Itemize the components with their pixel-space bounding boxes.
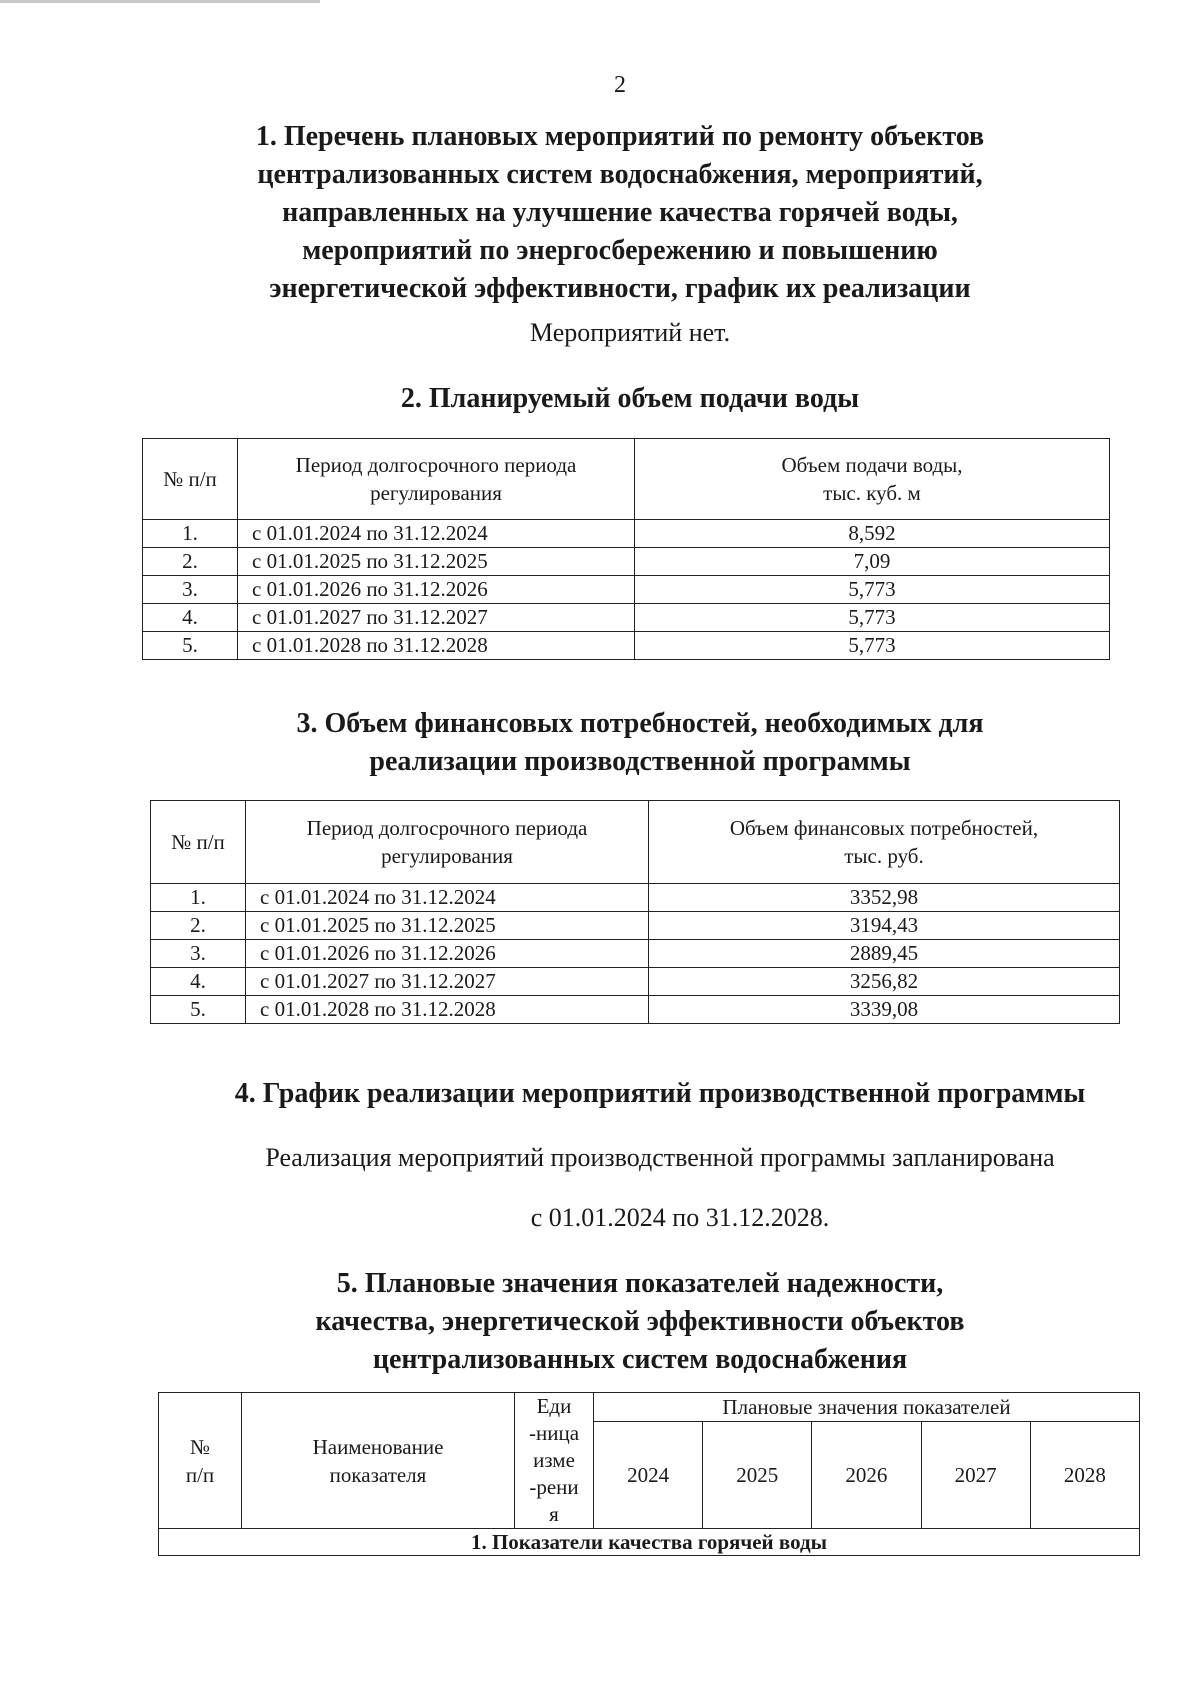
header-period [238,439,635,520]
header-num [159,1393,242,1529]
section1-title-line: энергетической эффективности, график их реализации [269,273,971,304]
table-row [143,632,1110,660]
header-unit-line: Еди [536,1394,572,1418]
table-row [143,548,1110,576]
row-period: с 01.01.2027 по 31.12.2027 [238,604,635,632]
section1-note: Мероприятий нет. [529,318,731,347]
row-period: с 01.01.2027 по 31.12.2027 [246,968,649,996]
section3-title [200,705,1080,781]
row-value: 2889,45 [649,940,1120,968]
header-unit-line: изме [533,1448,575,1472]
section3-title-line: реализации производственной программы [369,746,911,777]
row-period: с 01.01.2025 по 31.12.2025 [246,912,649,940]
page-number: 2 [614,72,626,98]
header-value [649,801,1120,884]
header-period-line: регулирования [381,844,513,868]
row-period: с 01.01.2025 по 31.12.2025 [238,548,635,576]
table-header-row [159,1393,1140,1422]
table-row [151,912,1120,940]
table-header-row [143,439,1110,520]
section4-dates: с 01.01.2024 по 31.12.2028. [530,1203,830,1232]
row-value: 5,773 [635,576,1110,604]
row-num: 5. [143,632,238,660]
header-value-line: Объем финансовых потребностей, [729,816,1039,840]
row-num: 2. [143,548,238,576]
header-num: № п/п [143,439,238,520]
table-row [151,968,1120,996]
header-num-line: № [189,1434,211,1459]
section5-title-line: централизованных систем водоснабжения [372,1344,908,1375]
row-value: 5,773 [635,632,1110,660]
header-year: 2026 [812,1422,921,1529]
table-row [151,884,1120,912]
indicators-table [158,1392,1140,1556]
header-year: 2028 [1030,1422,1139,1529]
header-plan-values: Плановые значения показателей [594,1393,1140,1422]
header-period-line: регулирования [370,481,502,505]
section3-title-line: 3. Объем финансовых потребностей, необходимых для [296,708,984,739]
table-row [143,604,1110,632]
group-row-label: 1. Показатели качества горячей воды [159,1529,1140,1556]
header-year: 2025 [703,1422,812,1529]
header-value [635,439,1110,520]
section1-title [160,118,1080,308]
row-num: 4. [151,968,246,996]
header-period-line: Период долгосрочного периода [306,816,588,840]
header-period-line: Период долгосрочного периода [295,453,577,477]
row-num: 1. [151,884,246,912]
header-year: 2027 [921,1422,1030,1529]
section5-title-line: качества, энергетической эффективности объектов [315,1306,965,1337]
header-num: № п/п [151,801,246,884]
header-period [246,801,649,884]
section4-text: Реализация мероприятий производственной программы запланирована [265,1143,1055,1172]
row-period: с 01.01.2028 по 31.12.2028 [238,632,635,660]
table-row [151,996,1120,1024]
section1-title-line: централизованных систем водоснабжения, мероприятий, [257,159,983,190]
row-num: 5. [151,996,246,1024]
row-period: с 01.01.2028 по 31.12.2028 [246,996,649,1024]
header-indicator-name [242,1393,515,1529]
header-unit-line: -рени [529,1475,579,1499]
header-name-line: показателя [329,1462,427,1487]
water-supply-table [142,438,1110,660]
header-unit-line: -ница [528,1421,580,1445]
row-value: 3352,98 [649,884,1120,912]
row-period: с 01.01.2026 по 31.12.2026 [246,940,649,968]
section2-title: 2. Планируемый объем подачи воды [400,383,860,414]
row-period: с 01.01.2026 по 31.12.2026 [238,576,635,604]
section5-title [200,1265,1080,1379]
section5-title-line: 5. Плановые значения показателей надежности, [336,1268,944,1299]
section1-title-line: мероприятий по энергосбережению и повышению [302,235,938,266]
row-period: с 01.01.2024 по 31.12.2024 [238,520,635,548]
scan-edge-top [0,0,320,3]
row-num: 3. [151,940,246,968]
header-unit [515,1393,594,1529]
row-num: 3. [143,576,238,604]
financial-needs-table [150,800,1120,1024]
table-header-row [151,801,1120,884]
row-value: 3194,43 [649,912,1120,940]
table-row [143,576,1110,604]
row-num: 1. [143,520,238,548]
section4-title: 4. График реализации мероприятий производственной программы [234,1078,1086,1109]
table-row [143,520,1110,548]
header-unit-line: я [549,1502,559,1526]
row-value: 7,09 [635,548,1110,576]
header-year: 2024 [594,1422,703,1529]
row-value: 3256,82 [649,968,1120,996]
row-num: 4. [143,604,238,632]
header-value-line: тыс. руб. [844,844,924,868]
table-row [151,940,1120,968]
section1-title-line: направленных на улучшение качества горячей воды, [282,197,958,228]
header-name-line: Наименование [312,1434,444,1459]
group-row [159,1529,1140,1556]
row-value: 3339,08 [649,996,1120,1024]
section1-title-line: 1. Перечень плановых мероприятий по ремонту объектов [255,121,985,152]
header-value-line: Объем подачи воды, [781,453,963,477]
row-num: 2. [151,912,246,940]
row-period: с 01.01.2024 по 31.12.2024 [246,884,649,912]
row-value: 8,592 [635,520,1110,548]
row-value: 5,773 [635,604,1110,632]
header-value-line: тыс. куб. м [823,481,921,505]
header-num-line: п/п [185,1462,215,1487]
